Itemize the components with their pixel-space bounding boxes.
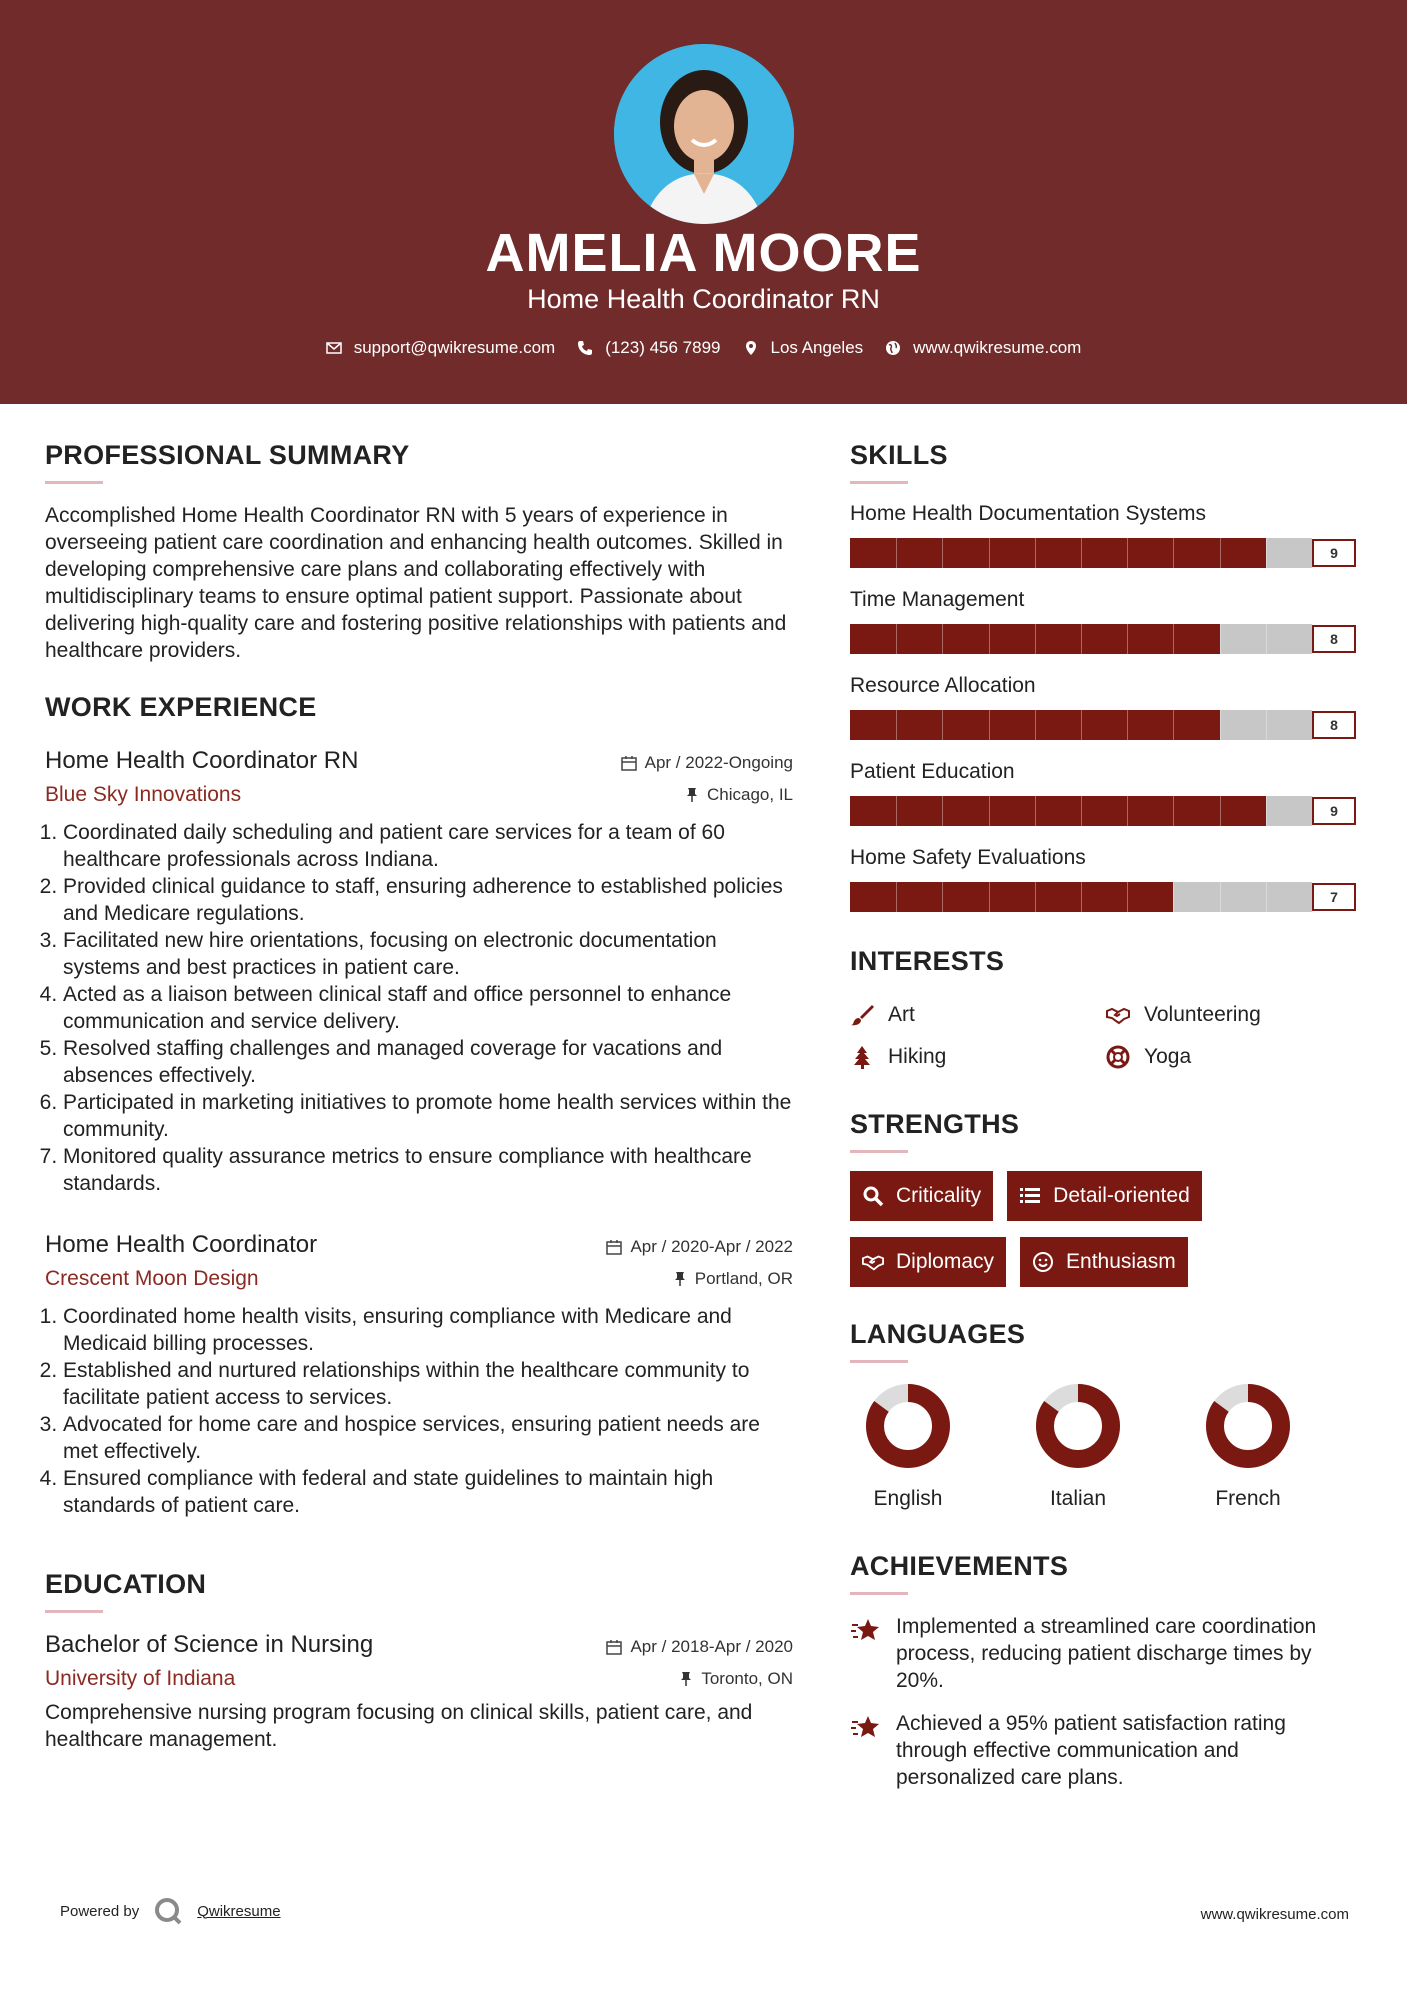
- skill-bar-divider: [1266, 882, 1267, 912]
- contact-website[interactable]: [885, 338, 1081, 358]
- skill-bar-divider: [1173, 624, 1174, 654]
- skill-level: 7: [1312, 883, 1356, 911]
- interests-list: [850, 1003, 1362, 1069]
- skill-bar: [850, 710, 1312, 740]
- powered-by-text: Powered by: [60, 1902, 140, 1920]
- skill-bar-divider: [942, 710, 943, 740]
- skill-bar-divider: [1266, 710, 1267, 740]
- strength-label: Enthusiasm: [1066, 1250, 1176, 1273]
- list-item: 4. Acted as a liaison between clinical staff and office personnel to enhance communication and service delivery.: [63, 981, 793, 1035]
- calendar-icon: [621, 755, 637, 771]
- skill-bar-divider: [1173, 710, 1174, 740]
- skill-bar-divider: [896, 538, 897, 568]
- job-title: Home Health Coordinator RN: [45, 747, 359, 774]
- skill-level: 8: [1312, 625, 1356, 653]
- job-location-text: Chicago, IL: [707, 785, 793, 804]
- star-award-icon: [850, 1712, 880, 1742]
- skill-bar-divider: [1081, 796, 1082, 826]
- skill-bar-divider: [1127, 882, 1128, 912]
- job-entry: [45, 747, 793, 1197]
- skill-bar-divider: [1173, 882, 1174, 912]
- skill-bar-divider: [942, 882, 943, 912]
- experience-heading: WORK EXPERIENCE: [45, 692, 317, 722]
- languages-heading: LANGUAGES: [850, 1319, 1026, 1349]
- job-date: [621, 753, 793, 773]
- skill-bar-divider: [942, 624, 943, 654]
- language-item: [1038, 1383, 1118, 1511]
- interest-label: Hiking: [888, 1045, 947, 1068]
- left-column: [45, 440, 793, 1753]
- skill-item: [850, 502, 1362, 568]
- contact-location-text: Los Angeles: [770, 338, 864, 357]
- interests-heading: INTERESTS: [850, 946, 1005, 976]
- star-award-icon: [850, 1615, 880, 1645]
- achievements-heading: ACHIEVEMENTS: [850, 1551, 1069, 1581]
- handshake-icon: [1106, 1003, 1130, 1027]
- skill-bar-divider: [1266, 624, 1267, 654]
- skill-name: Home Health Documentation Systems: [850, 502, 1206, 525]
- skill-bar-divider: [1266, 796, 1267, 826]
- strengths-list: [850, 1171, 1362, 1287]
- summary-text: Accomplished Home Health Coordinator RN with 5 years of experience in overseeing patient care coordination and enhancing health outcomes. Skilled in developing comprehensive care plans and collaborating effectively with multidisciplinary teams to ensure optimal patient support. Passionate about delivering high-quality care and fostering positive relationships with patients and healthcare providers.: [45, 504, 787, 662]
- calendar-icon: [606, 1239, 622, 1255]
- education-date-text: Apr / 2018-Apr / 2020: [630, 1637, 793, 1656]
- contact-website-text: www.qwikresume.com: [913, 338, 1082, 357]
- skill-bar-divider: [1173, 538, 1174, 568]
- skill-bar-divider: [1127, 624, 1128, 654]
- job-date: [606, 1237, 793, 1257]
- skill-level: 9: [1312, 797, 1356, 825]
- skill-bar-divider: [896, 710, 897, 740]
- skill-bar-divider: [896, 796, 897, 826]
- interest-label: Yoga: [1144, 1045, 1192, 1068]
- search-icon: [862, 1185, 884, 1207]
- skill-item: [850, 760, 1362, 826]
- skill-bar-divider: [1127, 710, 1128, 740]
- skill-level: 9: [1312, 539, 1356, 567]
- skill-bar-fill: [850, 796, 1266, 826]
- strength-badge: [850, 1171, 993, 1221]
- language-donut: [1205, 1383, 1291, 1469]
- list-item: 3. Facilitated new hire orientations, focusing on electronic documentation systems and best practices in patient care.: [63, 927, 793, 981]
- skill-bar-divider: [942, 796, 943, 826]
- language-name: Italian: [1049, 1487, 1107, 1510]
- footer-powered-by: [60, 1896, 281, 1926]
- header-banner: [0, 0, 1407, 404]
- degree-title: Bachelor of Science in Nursing: [45, 1631, 374, 1658]
- candidate-name: AMELIA MOORE: [485, 223, 922, 283]
- contact-email-text: support@qwikresume.com: [353, 338, 556, 357]
- interest-label: Volunteering: [1144, 1003, 1261, 1026]
- contact-phone-text: (123) 456 7899: [605, 338, 721, 357]
- skill-bar-divider: [989, 538, 990, 568]
- section-underline: [45, 481, 103, 484]
- section-underline: [850, 1592, 908, 1595]
- pushpin-icon: [673, 1271, 687, 1287]
- language-donut: [865, 1383, 951, 1469]
- job-bullets: [45, 1303, 793, 1519]
- language-name: French: [1215, 1487, 1281, 1510]
- education-location-text: Toronto, ON: [701, 1669, 793, 1688]
- skill-bar-divider: [1081, 710, 1082, 740]
- list-item: 2. Provided clinical guidance to staff, ensuring adherence to established policies and Medicare regulations.: [63, 873, 793, 927]
- job-title: Home Health Coordinator: [45, 1231, 318, 1258]
- skill-bar-divider: [942, 538, 943, 568]
- skill-level: 8: [1312, 711, 1356, 739]
- strength-badge: [1007, 1171, 1202, 1221]
- strength-label: Detail-oriented: [1053, 1184, 1190, 1207]
- pushpin-icon: [679, 1671, 693, 1687]
- skill-name: Home Safety Evaluations: [850, 846, 1086, 869]
- job-location: [673, 1269, 793, 1289]
- education-location: [679, 1669, 793, 1689]
- education-date: [606, 1637, 793, 1657]
- skill-item: [850, 588, 1362, 654]
- skill-bar-divider: [1127, 796, 1128, 826]
- skill-bar-divider: [1220, 538, 1221, 568]
- job-company: Crescent Moon Design: [45, 1267, 259, 1290]
- skill-bar-divider: [1035, 882, 1036, 912]
- contact-email[interactable]: [326, 338, 556, 358]
- list-item: 7. Monitored quality assurance metrics to ensure compliance with healthcare standards.: [63, 1143, 793, 1197]
- skill-bar-divider: [1035, 538, 1036, 568]
- skill-bar-divider: [1035, 710, 1036, 740]
- skill-bar-divider: [989, 710, 990, 740]
- job-date-text: Apr / 2020-Apr / 2022: [630, 1237, 793, 1256]
- strength-badge: [850, 1237, 1006, 1287]
- skill-bar-divider: [1035, 796, 1036, 826]
- skill-item: [850, 674, 1362, 740]
- contact-phone[interactable]: [577, 338, 720, 358]
- section-underline: [850, 1360, 908, 1363]
- interest-item: [1106, 1003, 1362, 1027]
- list-item: 5. Resolved staffing challenges and managed coverage for vacations and absences effectively.: [63, 1035, 793, 1089]
- skill-bar-divider: [896, 624, 897, 654]
- footer-url[interactable]: www.qwikresume.com: [1200, 1906, 1349, 1923]
- skill-bar-divider: [896, 882, 897, 912]
- language-donut: [1035, 1383, 1121, 1469]
- achievement-text: Achieved a 95% patient satisfaction rating through effective communication and personalized care plans.: [896, 1712, 1286, 1789]
- skill-bar: [850, 796, 1312, 826]
- interest-item: [1106, 1045, 1362, 1069]
- map-pin-icon: [743, 340, 759, 356]
- job-location-text: Portland, OR: [694, 1269, 793, 1288]
- skill-bar-fill: [850, 538, 1266, 568]
- language-name: English: [873, 1487, 943, 1510]
- achievement-item: [850, 1710, 1362, 1791]
- skill-bar-divider: [1266, 538, 1267, 568]
- job-location: [685, 785, 793, 805]
- qwikresume-logo-icon: [153, 1896, 183, 1926]
- interest-item: [850, 1045, 1106, 1069]
- education-description: Comprehensive nursing program focusing on clinical skills, patient care, and healthcare management.: [45, 1701, 753, 1751]
- section-underline: [850, 481, 908, 484]
- envelope-icon: [326, 340, 342, 356]
- achievement-text: Implemented a streamlined care coordination process, reducing patient discharge times by 20%.: [896, 1615, 1317, 1692]
- job-bullets: [45, 819, 793, 1197]
- skill-bar-divider: [1173, 796, 1174, 826]
- skill-name: Resource Allocation: [850, 674, 1036, 697]
- skill-bar-divider: [1081, 624, 1082, 654]
- lifebuoy-icon: [1106, 1045, 1130, 1069]
- footer-brand-link[interactable]: Qwikresume: [197, 1902, 281, 1920]
- smile-icon: [1032, 1251, 1054, 1273]
- skill-bar-divider: [1220, 624, 1221, 654]
- section-underline: [850, 1150, 908, 1153]
- education-entry: [45, 1631, 793, 1753]
- globe-icon: [885, 340, 901, 356]
- skill-bar-divider: [989, 624, 990, 654]
- job-entry: [45, 1231, 793, 1519]
- right-column: [850, 440, 1362, 1807]
- skill-bar-divider: [1081, 538, 1082, 568]
- strength-badge: [1020, 1237, 1188, 1287]
- list-icon: [1019, 1185, 1041, 1207]
- language-item: [1208, 1383, 1288, 1511]
- strength-label: Criticality: [896, 1184, 982, 1207]
- skill-bar: [850, 882, 1312, 912]
- job-date-text: Apr / 2022-Ongoing: [644, 753, 793, 772]
- skill-bar-divider: [1220, 796, 1221, 826]
- list-item: 1. Coordinated daily scheduling and patient care services for a team of 60 healthcare professionals across Indiana.: [63, 819, 793, 873]
- skills-heading: SKILLS: [850, 440, 948, 470]
- achievement-item: [850, 1613, 1362, 1694]
- achievements-list: [850, 1613, 1362, 1791]
- skill-bar-divider: [989, 882, 990, 912]
- skill-bar-divider: [989, 796, 990, 826]
- paintbrush-icon: [850, 1003, 874, 1027]
- skill-bar-divider: [1127, 538, 1128, 568]
- interest-label: Art: [888, 1003, 915, 1026]
- school-name: University of Indiana: [45, 1667, 236, 1690]
- calendar-icon: [606, 1639, 622, 1655]
- skill-bar-fill: [850, 882, 1173, 912]
- list-item: 3. Advocated for home care and hospice services, ensuring patient needs are met effectively.: [63, 1411, 793, 1465]
- profile-photo: [614, 44, 794, 224]
- skill-name: Patient Education: [850, 760, 1015, 783]
- candidate-title: Home Health Coordinator RN: [527, 284, 880, 314]
- contact-bar: [0, 338, 1407, 358]
- phone-icon: [577, 340, 593, 356]
- summary-heading: PROFESSIONAL SUMMARY: [45, 440, 410, 470]
- handshake-icon: [862, 1251, 884, 1273]
- contact-location: [743, 338, 864, 358]
- skill-bar: [850, 538, 1312, 568]
- list-item: 2. Established and nurtured relationships within the healthcare community to facilitate patient access to services.: [63, 1357, 793, 1411]
- list-item: 4. Ensured compliance with federal and state guidelines to maintain high standards of patient care.: [63, 1465, 793, 1519]
- section-underline: [45, 1610, 103, 1613]
- job-company: Blue Sky Innovations: [45, 783, 242, 806]
- list-item: 6. Participated in marketing initiatives to promote home health services within the community.: [63, 1089, 793, 1143]
- skill-bar: [850, 624, 1312, 654]
- skill-bar-divider: [1220, 710, 1221, 740]
- skill-bar-divider: [1220, 882, 1221, 912]
- languages-list: [850, 1383, 1362, 1511]
- education-heading: EDUCATION: [45, 1569, 207, 1599]
- pushpin-icon: [685, 787, 699, 803]
- skills-list: [850, 502, 1362, 912]
- language-item: [868, 1383, 948, 1511]
- interest-item: [850, 1003, 1106, 1027]
- strength-label: Diplomacy: [896, 1250, 995, 1273]
- strengths-heading: STRENGTHS: [850, 1109, 1020, 1139]
- skill-bar-divider: [1081, 882, 1082, 912]
- skill-bar-divider: [1035, 624, 1036, 654]
- list-item: 1. Coordinated home health visits, ensuring compliance with Medicare and Medicaid billing processes.: [63, 1303, 793, 1357]
- tree-icon: [850, 1045, 874, 1069]
- skill-item: [850, 846, 1362, 912]
- skill-name: Time Management: [850, 588, 1025, 611]
